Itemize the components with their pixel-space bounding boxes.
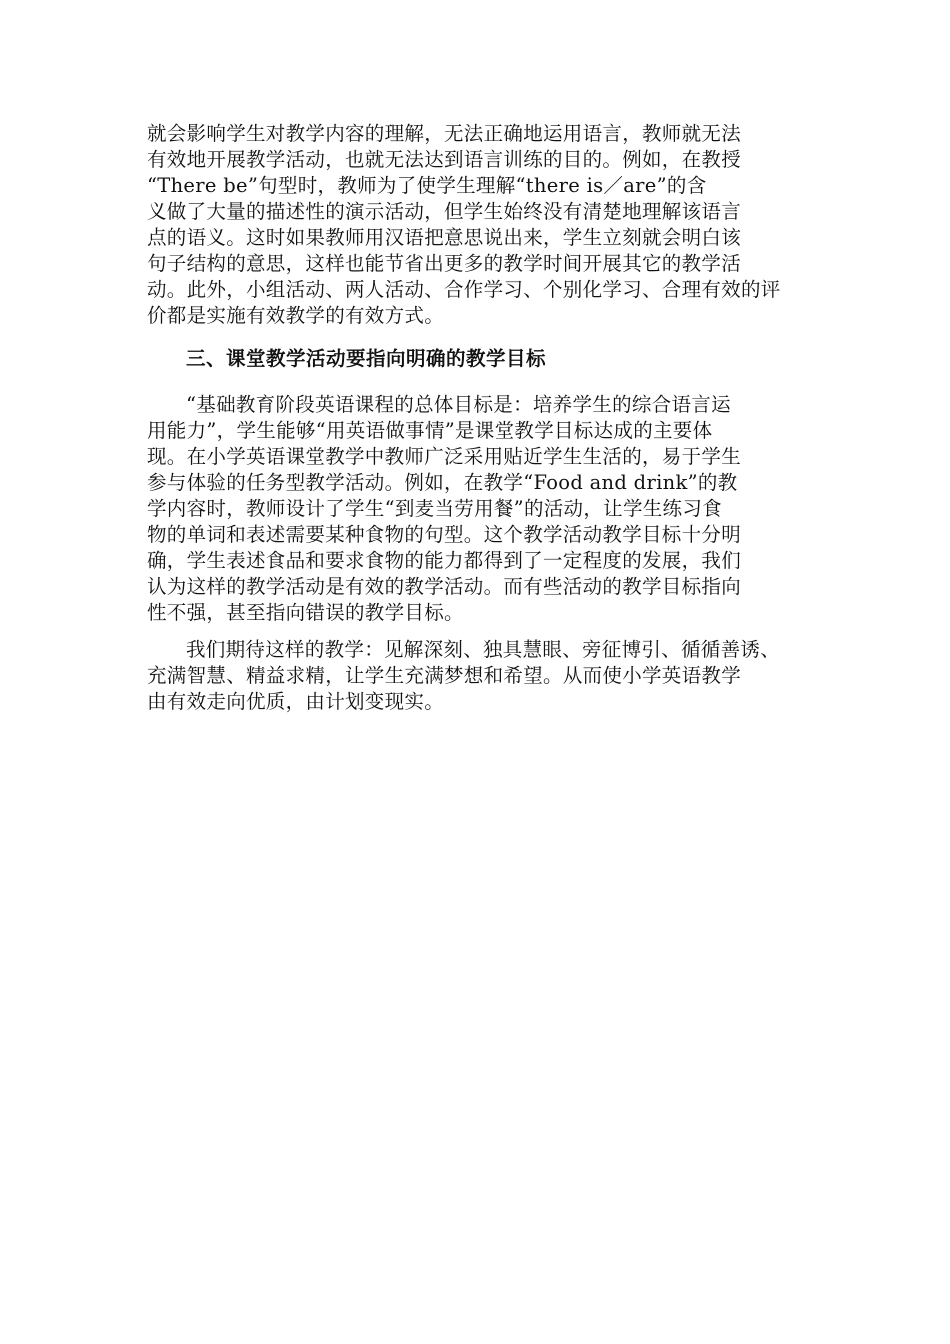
paragraph-1 — [147, 121, 813, 329]
paragraph-line: “There be”句型时，教师为了使学生理解“there is／are”的含 — [147, 174, 707, 197]
paragraph-2 — [147, 392, 813, 626]
paragraph-line: 动。此外，小组活动、两人活动、合作学习、个别化学习、合理有效的评 — [147, 278, 781, 301]
paragraph-line: 认为这样的教学活动是有效的教学活动。而有些活动的教学目标指向 — [147, 575, 742, 598]
paragraph-line: 用能力”，学生能够“用英语做事情”是课堂教学目标达成的主要体 — [147, 419, 713, 442]
paragraph-line: 确，学生表述食品和要求食物的能力都得到了一定程度的发展，我们 — [147, 549, 742, 572]
paragraph-line: 性不强，甚至指向错误的教学目标。 — [147, 601, 464, 624]
paragraph-3 — [147, 637, 813, 715]
paragraph-line: 句子结构的意思，这样也能节省出更多的教学时间开展其它的教学活 — [147, 252, 742, 275]
paragraph-line: 现。在小学英语课堂教学中教师广泛采用贴近学生生活的，易于学生 — [147, 445, 742, 468]
paragraph-line: 义做了大量的描述性的演示活动，但学生始终没有清楚地理解该语言 — [147, 200, 742, 223]
paragraph-line: 有效地开展教学活动，也就无法达到语言训练的目的。例如，在教授 — [147, 148, 742, 171]
paragraph-line: 充满智慧、精益求精，让学生充满梦想和希望。从而使小学英语教学 — [147, 664, 742, 687]
paragraph-line: 由有效走向优质，由计划变现实。 — [147, 690, 445, 713]
paragraph-line: 价都是实施有效教学的有效方式。 — [147, 304, 445, 327]
paragraph-line: 学内容时，教师设计了学生“到麦当劳用餐”的活动，让学生练习食 — [147, 497, 722, 520]
paragraph-line: 物的单词和表述需要某种食物的句型。这个教学活动教学目标十分明 — [147, 523, 742, 546]
paragraph-line: 点的语义。这时如果教师用汉语把意思说出来，学生立刻就会明白该 — [147, 226, 742, 249]
paragraph-line: 就会影响学生对教学内容的理解，无法正确地运用语言，教师就无法 — [147, 122, 742, 145]
paragraph-line: 我们期待这样的教学：见解深刻、独具慧眼、旁征博引、循循善诱、 — [186, 638, 781, 661]
paragraph-line: “基础教育阶段英语课程的总体目标是：培养学生的综合语言运 — [186, 393, 731, 416]
paragraph-line: 参与体验的任务型教学活动。例如，在教学“Food and drink”的教 — [147, 471, 738, 494]
section-heading: 三、课堂教学活动要指向明确的教学目标 — [186, 347, 547, 370]
